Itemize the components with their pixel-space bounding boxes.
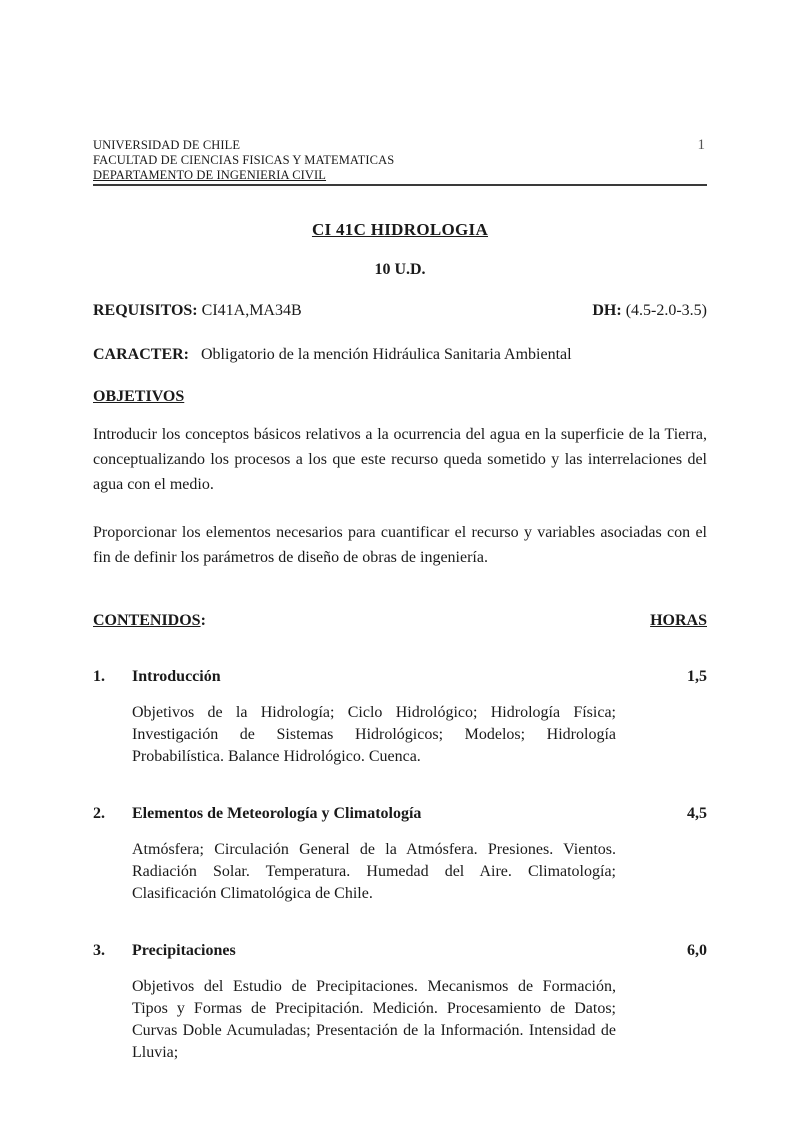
- item-description: Atmósfera; Circulación General de la Atmósfera. Presiones. Vientos. Radiación Solar. Temperatura. Humedad del Aire. Climatología; Clasificación Climatológica de Chile.: [132, 841, 616, 902]
- content-item-2-header: [93, 804, 707, 824]
- objetivos-paragraph-2: Proporcionar los elementos necesarios para cuantificar el recurso y variables asociadas con el fin de definir los parámetros de diseño de obras de ingeniería.: [93, 524, 707, 566]
- page-number: 1: [697, 137, 705, 153]
- contenidos-heading-colon: :: [200, 612, 206, 629]
- dh: [592, 301, 707, 321]
- horas-heading: HORAS: [650, 612, 707, 629]
- content-item-1: [93, 667, 707, 768]
- letterhead-lines: [93, 138, 394, 183]
- objetivos-heading: [93, 387, 707, 407]
- course-title: [93, 220, 707, 240]
- item-title: Introducción: [132, 668, 221, 685]
- caracter-value: Obligatorio de la mención Hidráulica Sanitaria Ambiental: [201, 346, 572, 363]
- item-hours: 6,0: [687, 942, 707, 959]
- requisitos: [93, 301, 302, 321]
- requisitos-label: REQUISITOS:: [93, 302, 198, 319]
- dh-value: (4.5-2.0-3.5): [621, 302, 707, 319]
- course-credits: 10 U.D.: [374, 261, 426, 278]
- requisitos-dh-row: [93, 301, 707, 321]
- contenidos-header: [93, 611, 707, 631]
- caracter-label: CARACTER:: [93, 346, 189, 363]
- item-hours: 4,5: [687, 805, 707, 822]
- item-title: Elementos de Meteorología y Climatología: [132, 805, 422, 822]
- item-number: 3.: [93, 942, 105, 959]
- item-hours: 1,5: [687, 668, 707, 685]
- course-title-text: CI 41C HIDROLOGIA: [311, 220, 489, 239]
- university-name: UNIVERSIDAD DE CHILE: [93, 138, 241, 152]
- item-number: 2.: [93, 805, 105, 822]
- objetivos-heading-text: OBJETIVOS: [93, 388, 185, 405]
- letterhead: [93, 138, 707, 186]
- dh-label: DH:: [592, 302, 622, 319]
- content-item-1-header: [93, 667, 707, 687]
- requisitos-value: CI41A,MA34B: [197, 302, 302, 319]
- contenidos-heading-text: CONTENIDOS: [93, 612, 201, 629]
- item-description: Objetivos de la Hidrología; Ciclo Hidrológico; Hidrología Física; Investigación de Sistemas Hidrológicos; Modelos; Hidrología Probabilística. Balance Hidrológico. Cuenca.: [132, 704, 616, 765]
- contenidos-heading: [93, 611, 206, 631]
- content-item-3: [93, 941, 707, 1064]
- department-name: DEPARTAMENTO DE INGENIERIA CIVIL: [93, 168, 327, 182]
- content-item-2: [93, 804, 707, 905]
- caracter-row: [93, 345, 707, 365]
- item-number: 1.: [93, 668, 105, 685]
- objetivos-paragraph-1: Introducir los conceptos básicos relativos a la ocurrencia del agua en la superficie de la Tierra, conceptualizando los procesos a los que este recurso queda sometido y las interrelaciones del agua con el medio.: [93, 426, 707, 493]
- faculty-name: FACULTAD DE CIENCIAS FISICAS Y MATEMATICAS: [93, 153, 395, 167]
- item-description: Objetivos del Estudio de Precipitaciones. Mecanismos de Formación, Tipos y Formas de Precipitación. Medición. Procesamiento de Datos; Curvas Doble Acumuladas; Presentación de la Información. Intensidad de Lluvia;: [132, 978, 616, 1061]
- content-item-3-header: [93, 941, 707, 961]
- item-title: Precipitaciones: [132, 942, 236, 959]
